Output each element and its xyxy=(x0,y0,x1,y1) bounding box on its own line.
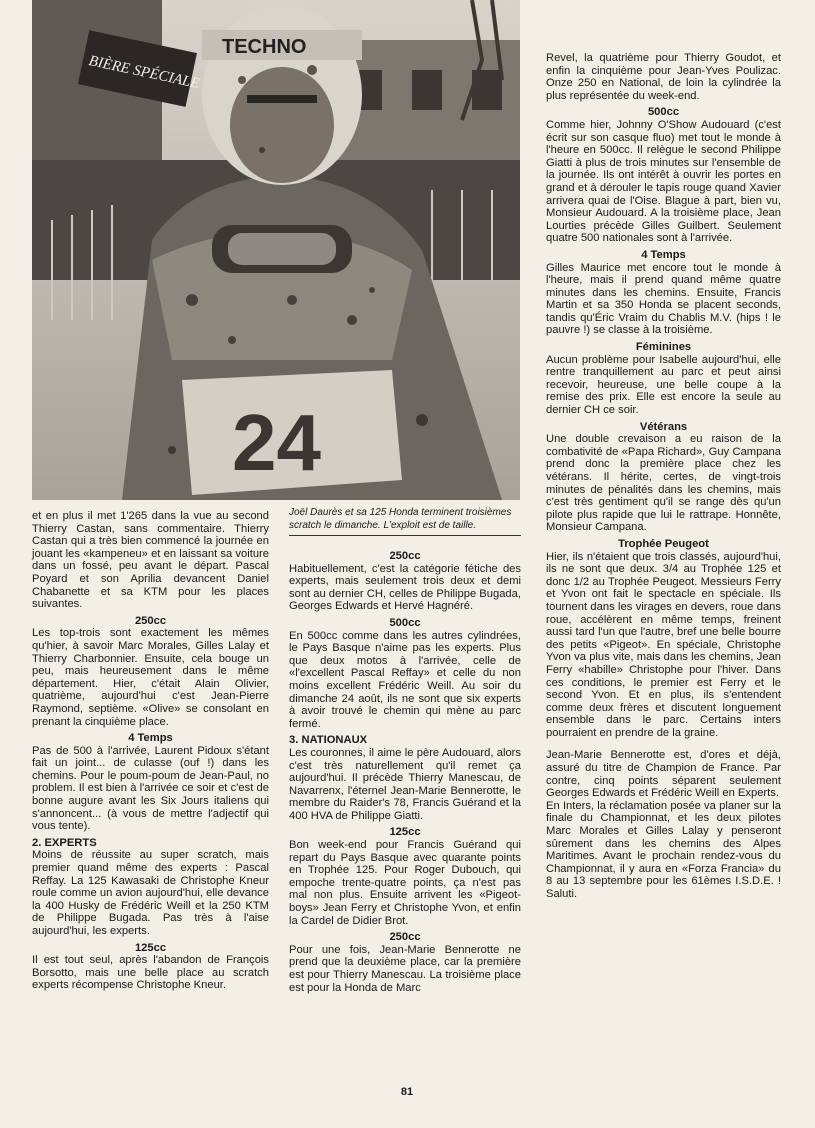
paragraph: Aucun problème pour Isabelle aujourd'hui, elle rentre tranquillement au parc et peut ainsi recevoir, heureuse, une belle coupe à la remise des prix. Elle est encore la seule au dernier CH ce soir. xyxy=(546,353,781,417)
beer-sign-text: BIÈRE SPÉCIALE xyxy=(87,53,202,93)
section-heading: 250cc xyxy=(134,614,167,627)
paragraph: et en plus il met 1'265 dans la vue au second Thierry Castan, sans commentaire. Thierry Castan qui a très bien commencé la journée en jouant les «kampeneu» et en laissant sa voiture dans un fossé, peu avant le départ. Pascal Poyard et son Aprilia devancent Daniel Chabanette et sa KTM pour les places suivantes. xyxy=(32,510,269,611)
page-number: 81 xyxy=(400,1086,414,1098)
section-heading: 125cc xyxy=(389,826,421,839)
rider-photo-illustration xyxy=(32,0,520,500)
paragraph: Moins de réussite au super scratch, mais premier quand même des experts : Pascal Reffay. La 125 Kawasaki de Christophe Kneur roule comme un avion aujourd'hui, elle devance la 400 Husky de Frédéric Weill et la 250 KTM de Philippe Bugada. Pas très à l'aise aujourd'hui, les experts. xyxy=(32,849,269,937)
paragraph: Comme hier, Johnny O'Show Audouard (c'est écrit sur son casque fluo) met tout le monde à l'heure en 500cc. Il relègue le second Philippe Giatti à plus de trois minutes sur l'ensemble de la journée. Ils ont intérêt à ouvrir les portes en grand et à dérouler le tapis rouge quand Xavier arrivera quai de l'Oise. Blague à part, bien vu, Monsieur Audouard. A la troisième place, Jean Lourties précède Gilles Guilbert. Seulement quatre 500 nationales sont à l'arrivée. xyxy=(546,118,781,245)
paragraph: Revel, la quatrième pour Thierry Goudot, et enfin la cinquième pour Jean-Yves Poulizac. Onze 250 en National, de loin la cylindrée la plus représentée du week-end. xyxy=(546,52,781,102)
section-heading: Vétérans xyxy=(639,420,688,433)
section-heading: 3. NATIONAUX xyxy=(289,734,368,747)
paragraph: Pour une fois, Jean-Marie Bennerotte ne prend que la deuxième place, car la première est pour Thierry Manescau. La troisième place est pour la Honda de Marc xyxy=(289,943,521,994)
section-heading: 4 Temps xyxy=(128,732,173,745)
section-heading: 250cc xyxy=(389,931,421,944)
paragraph: Pas de 500 à l'arrivée, Laurent Pidoux s'étant fait un joint... de culasse (ouf !) dans les chemins. Pour le poum-poum de Jean-Paul, no problem. Il est bien à l'arrivée ce soir et c'est de bonne augure avant les Six Jours italiens qui s'annoncent... (à vous de mettre l'adjectif qui vous tente). xyxy=(32,744,269,833)
section-heading: 4 Temps xyxy=(641,248,686,261)
paragraph: Bon week-end pour Francis Guérand qui repart du Pays Basque avec quarante points en Trophée 125. Pour Roger Dubouch, qui empoche trente-quatre points, ça n'est pas mal non plus. Ensuite arrivent les «Pigeot-boys» Jean Ferry et Christophe Yvon, et enfin la Cardel de Didier Brot. xyxy=(289,839,521,927)
section-heading: 500cc xyxy=(389,616,421,629)
paragraph: Les top-trois sont exactement les mêmes qu'hier, à savoir Marc Morales, Gilles Lalay et Thierry Charbonnier. Ensuite, cela bouge un peu, mais heureusement dans le même département. Hier, c'était Alain Olivier, quatrième, aujourd'hui c'est Jean-Pierre Raymond, septième. «Olive» se consolant en prenant la cinquième place. xyxy=(32,627,269,728)
paragraph: Habituellement, c'est la catégorie fétiche des experts, mais seulement trois deux et demi sont au dernier CH, celles de Philippe Bugada, Georges Edwards et Hervé Hagnéré. xyxy=(289,562,521,613)
section-heading: 500cc xyxy=(647,106,680,119)
section-heading: 250cc xyxy=(389,550,421,562)
column-1 xyxy=(32,510,269,992)
section-heading: 125cc xyxy=(134,941,167,954)
paragraph: Jean-Marie Bennerotte est, d'ores et déjà, assuré du titre de Champion de France. Par contre, cinq points séparent seulement Georges Edwards et Frédéric Weill en Experts. xyxy=(546,749,781,800)
photo-caption: Joël Daurès et sa 125 Honda terminent troisièmes scratch le dimanche. L'exploit est de taille. xyxy=(289,506,521,536)
paragraph: Hier, ils n'étaient que trois classés, aujourd'hui, ils ne sont que deux. 3/4 au Trophée 125 et donc 1/2 au Trophée Peugeot. Messieurs Ferry et Yvon ont fait le spectacle en spéciale. Ils tournent dans les virages en devers, roue dans roue, accélèrent en même temps, freinent aussi tard l'un que l'autre, bref une belle bourre des petits «Pigeot». En spéciale, Christophe Yvon va plus vite, mais dans les chemins, Jean Ferry «habille» Christophe pour l'hiver. Dans ces conditions, le premier est Ferry et le second Yvon. Et en plus, ils s'entendent comme deux frères et discutent longuement ensemble dans le parc. Certains inters pourraient en prendre de la graine. xyxy=(546,550,781,739)
paragraph: Une double crevaison a eu raison de la combativité de «Papa Richard», Guy Campana prend donc la première place chez les vétérans. Il hérite, certes, de vingt-trois minutes de pénalités dans les chemins, mais c'est très gentiment qu'il se range dès qu'un pilote plus rapide que lui le rattrape. Honnête, Monsieur Campana. xyxy=(546,433,781,534)
section-heading: Trophée Peugeot xyxy=(618,537,709,550)
paragraph: En Inters, la réclamation posée va planer sur la finale du Championnat, et les deux pilotes Marc Morales et Gilles Lalay y penseront sûrement dans les chemins des Alpes Maritimes. Avant le prochain rendez-vous du Championnat, il y aura en «Forza Francia» du 8 au 13 septembre pour les 61èmes I.S.D.E. ! Saluti. xyxy=(546,799,781,900)
paragraph: En 500cc comme dans les autres cylindrées, le Pays Basque n'aime pas les experts. Plus que deux motos à l'arrivée, celle de «l'excellent Pascal Reffay» et celle du non moins excellent Frédéric Weill. Au soir du dimanche 24 août, ils ne sont que six experts à avoir trouvé le chemin qui mène au parc fermé. xyxy=(289,629,521,730)
paragraph: Les couronnes, il aime le père Audouard, alors c'est très naturellement qu'il remet ça aujourd'hui. Il précède Thierry Manescau, de Navarrenx, l'éternel Jean-Marie Bennerotte, le membre du Raider's 78, Francis Guérand et la 400 HVA de Philippe Giatti. xyxy=(289,746,521,822)
plate-number: 24 xyxy=(232,398,321,487)
paragraph: Gilles Maurice met encore tout le monde à l'heure, mais il prend quand même quatre minutes dans les chemins. Ensuite, Francis Martin et sa 350 Honda se placent seconds, tandis qu'Éric Vraim du Chablis M.V. (hips ! le pauvre !) se classe à la troisième. xyxy=(546,261,781,337)
section-heading: 2. EXPERTS xyxy=(32,836,97,849)
section-heading: Féminines xyxy=(635,341,692,354)
rider-photo xyxy=(32,0,520,500)
column-2 xyxy=(289,546,521,994)
paragraph: Il est tout seul, après l'abandon de François Borsotto, mais une belle place au scratch experts récompense Christophe Kneur. xyxy=(32,954,269,992)
column-3 xyxy=(546,52,781,901)
helmet-text: TECHNO xyxy=(222,36,307,58)
